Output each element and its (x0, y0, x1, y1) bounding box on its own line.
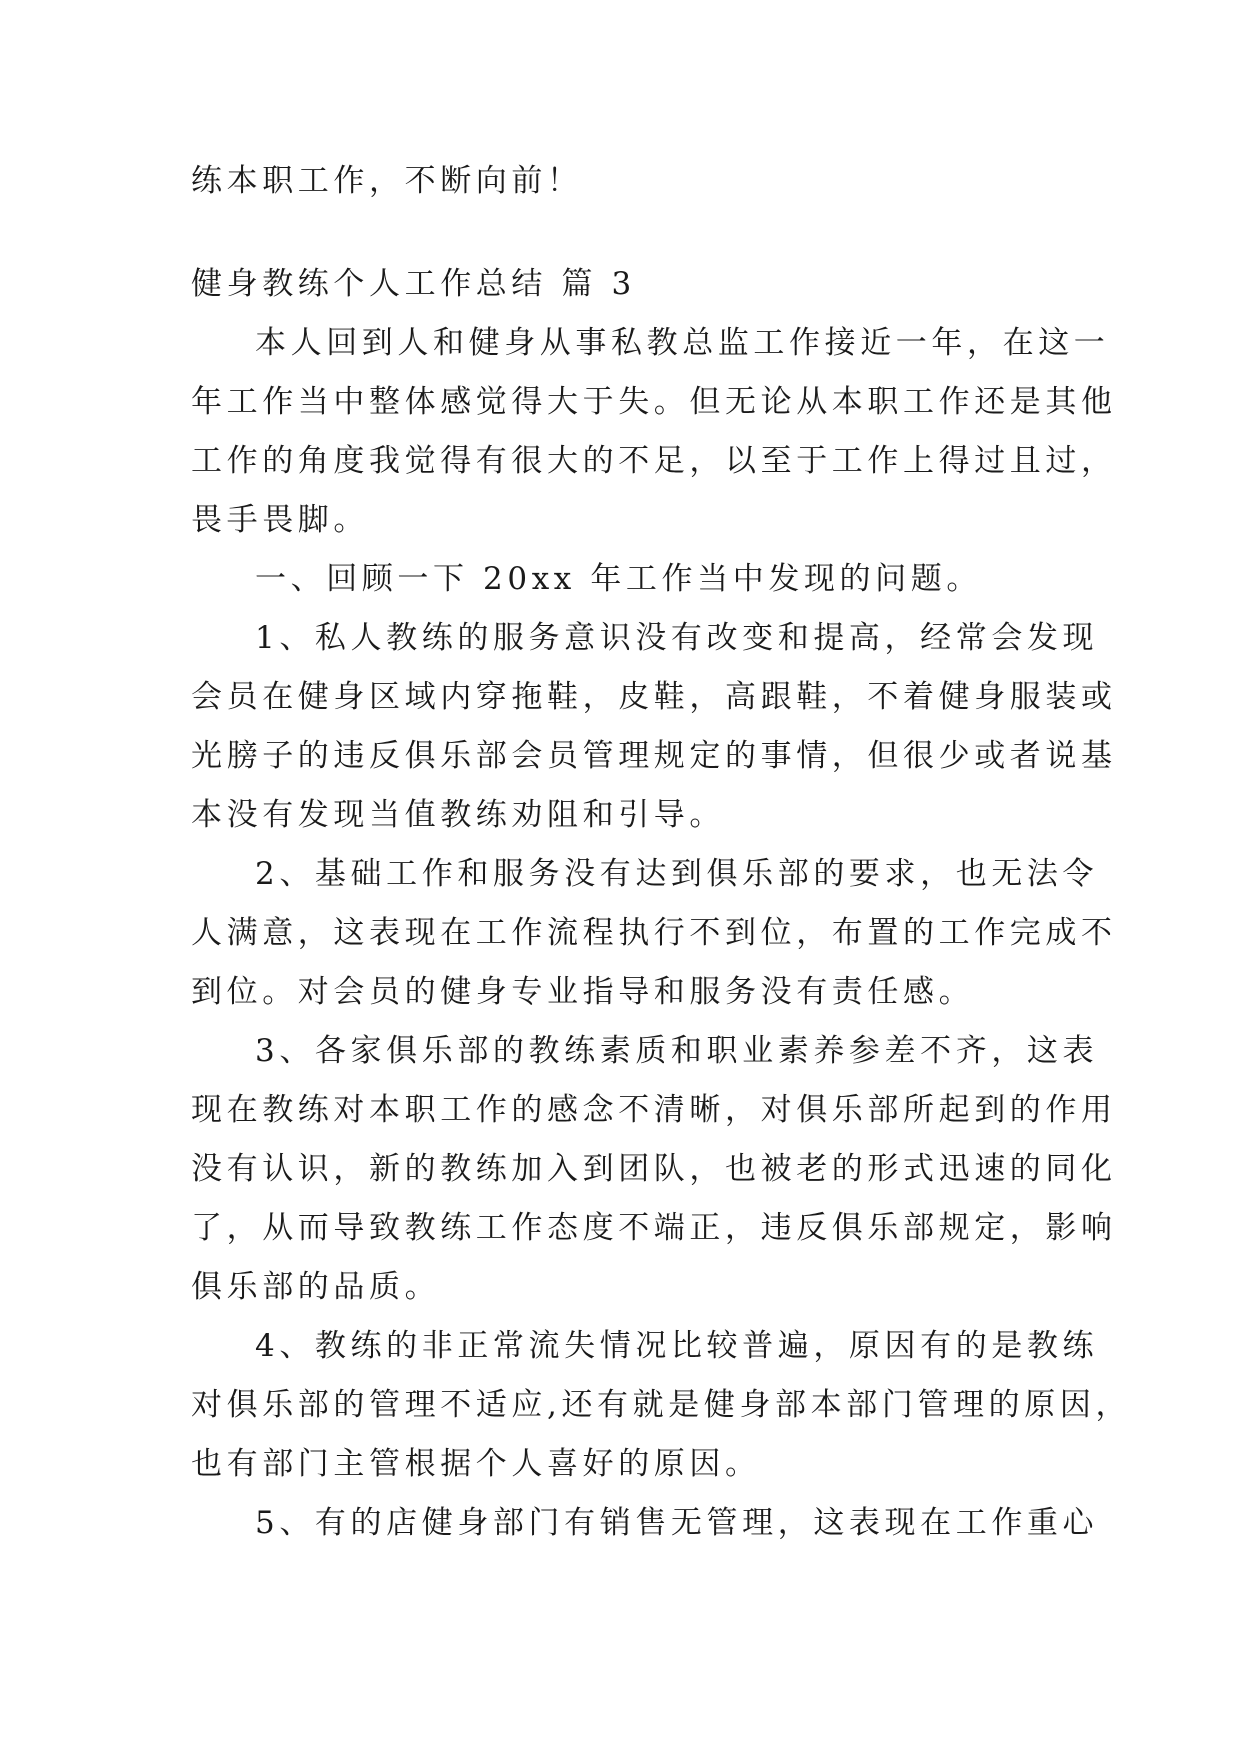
paragraph-line: 畏手畏脚。 (191, 502, 369, 538)
paragraph-line: 3、各家俱乐部的教练素质和职业素养参差不齐，这表 (255, 1033, 1099, 1069)
paragraph-line: 本没有发现当值教练劝阻和引导。 (191, 797, 725, 833)
paragraph-line: 光膀子的违反俱乐部会员管理规定的事情，但很少或者说基 (191, 738, 1117, 774)
paragraph (191, 1317, 1132, 1494)
paragraph-line: 现在教练对本职工作的感念不清晰，对俱乐部所起到的作用 (191, 1092, 1117, 1128)
paragraph (191, 609, 1117, 845)
paragraph (191, 1022, 1117, 1317)
paragraph-line: 5、有的店健身部门有销售无管理，这表现在工作重心 (255, 1505, 1099, 1541)
paragraph (191, 845, 1117, 1022)
continuation-line: 练本职工作，不断向前！ (191, 163, 583, 199)
paragraph-line: 本人回到人和健身从事私教总监工作接近一年，在这一 (255, 325, 1110, 361)
section-title: 健身教练个人工作总结 篇 3 (191, 266, 636, 302)
paragraph-line: 对俱乐部的管理不适应,还有就是健身部本部门管理的原因， (191, 1387, 1132, 1423)
paragraph-line: 1、私人教练的服务意识没有改变和提高，经常会发现 (255, 620, 1099, 656)
paragraph-line: 一、回顾一下 20xx 年工作当中发现的问题。 (255, 561, 982, 597)
paragraph-line: 4、教练的非正常流失情况比较普遍，原因有的是教练 (255, 1328, 1099, 1364)
paragraph-line: 到位。对会员的健身专业指导和服务没有责任感。 (191, 974, 975, 1010)
paragraph-line: 年工作当中整体感觉得大于失。但无论从本职工作还是其他 (191, 384, 1117, 420)
paragraph-line: 工作的角度我觉得有很大的不足，以至于工作上得过且过， (191, 443, 1117, 479)
document-body (191, 152, 1132, 1553)
paragraph-line: 俱乐部的品质。 (191, 1269, 441, 1305)
paragraph (191, 1494, 1099, 1553)
paragraph (191, 314, 1117, 550)
paragraph-heading (191, 550, 1071, 609)
paragraph-line: 没有认识，新的教练加入到团队，也被老的形式迅速的同化 (191, 1151, 1117, 1187)
section-gap (191, 211, 1071, 255)
paragraph-line: 也有部门主管根据个人喜好的原因。 (191, 1446, 761, 1482)
paragraph-line: 了，从而导致教练工作态度不端正，违反俱乐部规定，影响 (191, 1210, 1117, 1246)
paragraph-line: 2、基础工作和服务没有达到俱乐部的要求，也无法令 (255, 856, 1099, 892)
paragraph-line: 人满意，这表现在工作流程执行不到位，布置的工作完成不 (191, 915, 1117, 951)
paragraph-line: 会员在健身区域内穿拖鞋，皮鞋，高跟鞋，不着健身服装或 (191, 679, 1117, 715)
